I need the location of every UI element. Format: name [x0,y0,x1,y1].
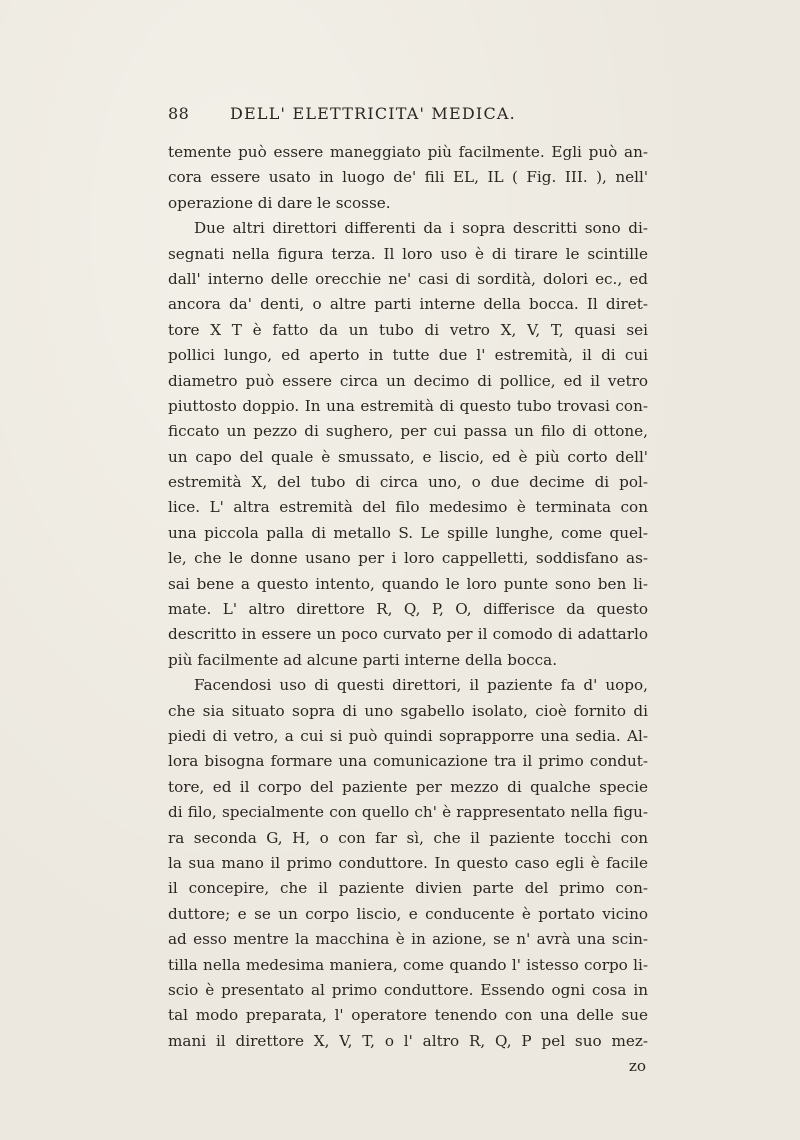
text-line: un capo del quale è smussato, e liscio, ed è più corto dell' [168,447,648,466]
text-line: tilla nella medesima maniera, come quando l' istesso corpo li- [168,955,648,974]
text-line: mani il direttore X, V, T, o l' altro R, Q, P pel suo mez- [168,1031,648,1050]
text-line: di filo, specialmente con quello ch' è rappresentato nella figu- [168,803,648,822]
text-line: estremità X, del tubo di circa uno, o due decime di pol- [168,473,648,492]
page-number: 88 [168,104,190,123]
text-line: diametro può essere circa un decimo di pollice, ed il vetro [168,371,648,390]
text-line: ficcato un pezzo di sughero, per cui passa un filo di ottone, [168,422,648,441]
text-line: pollici lungo, ed aperto in tutte due l' estremità, il di cui [168,346,648,365]
text-line: tore, ed il corpo del paziente per mezzo di qualche specie [168,777,648,796]
running-title: DELL' ELETTRICITA' MEDICA. [230,104,516,123]
text-line: che sia situato sopra di uno sgabello isolato, cioè fornito di [168,701,648,720]
text-line: segnati nella figura terza. Il loro uso è di tirare le scintille [168,244,648,263]
text-line: lice. L' altra estremità del filo medesimo è terminata con [168,498,648,517]
text-line: Facendosi uso di questi direttori, il paziente fa d' uopo, [194,676,648,695]
catchword: zo [628,1057,646,1076]
text-line: ra seconda G, H, o con far sì, che il paziente tocchi con [168,828,648,847]
text-line: descritto in essere un poco curvato per il comodo di adattarlo [168,625,648,644]
text-line: piuttosto doppio. In una estremità di questo tubo trovasi con- [168,396,648,415]
text-line: cora essere usato in luogo de' fili EL, IL ( Fig. III. ), nell' [168,168,648,187]
text-line: piedi di vetro, a cui si può quindi soprapporre una sedia. Al- [168,726,648,745]
text-line: tal modo preparata, l' operatore tenendo con una delle sue [168,1006,648,1025]
text-line: lora bisogna formare una comunicazione tra il primo condut- [168,752,648,771]
text-line: sai bene a questo intento, quando le loro punte sono ben li- [168,574,648,593]
text-line: tore X T è fatto da un tubo di vetro X, V, T, quasi sei [168,320,648,339]
text-line: più facilmente ad alcune parti interne della bocca. [168,650,558,669]
text-line: una piccola palla di metallo S. Le spille lunghe, come quel- [168,523,648,542]
text-line: scio è presentato al primo conduttore. Essendo ogni cosa in [168,980,648,999]
body-text [168,140,648,1079]
text-line: mate. L' altro direttore R, Q, P, O, differisce da questo [168,600,648,619]
text-line: il concepire, che il paziente divien parte del primo con- [168,879,648,898]
text-line: ancora da' denti, o altre parti interne della bocca. Il diret- [168,295,648,314]
text-line: la sua mano il primo conduttore. In questo caso egli è facile [168,853,648,872]
text-line: dall' interno delle orecchie ne' casi di sordità, dolori ec., ed [168,269,648,288]
text-line: le, che le donne usano per i loro cappelletti, soddisfano as- [168,549,648,568]
text-line: duttore; e se un corpo liscio, e conducente è portato vicino [168,904,648,923]
text-line: Due altri direttori differenti da i sopra descritti sono di- [194,219,648,238]
text-line: temente può essere maneggiato più facilmente. Egli può an- [168,143,648,161]
page-header [168,104,668,128]
text-line: ad esso mentre la macchina è in azione, se n' avrà una scin- [168,930,648,949]
text-line: operazione di dare le scosse. [168,193,391,212]
